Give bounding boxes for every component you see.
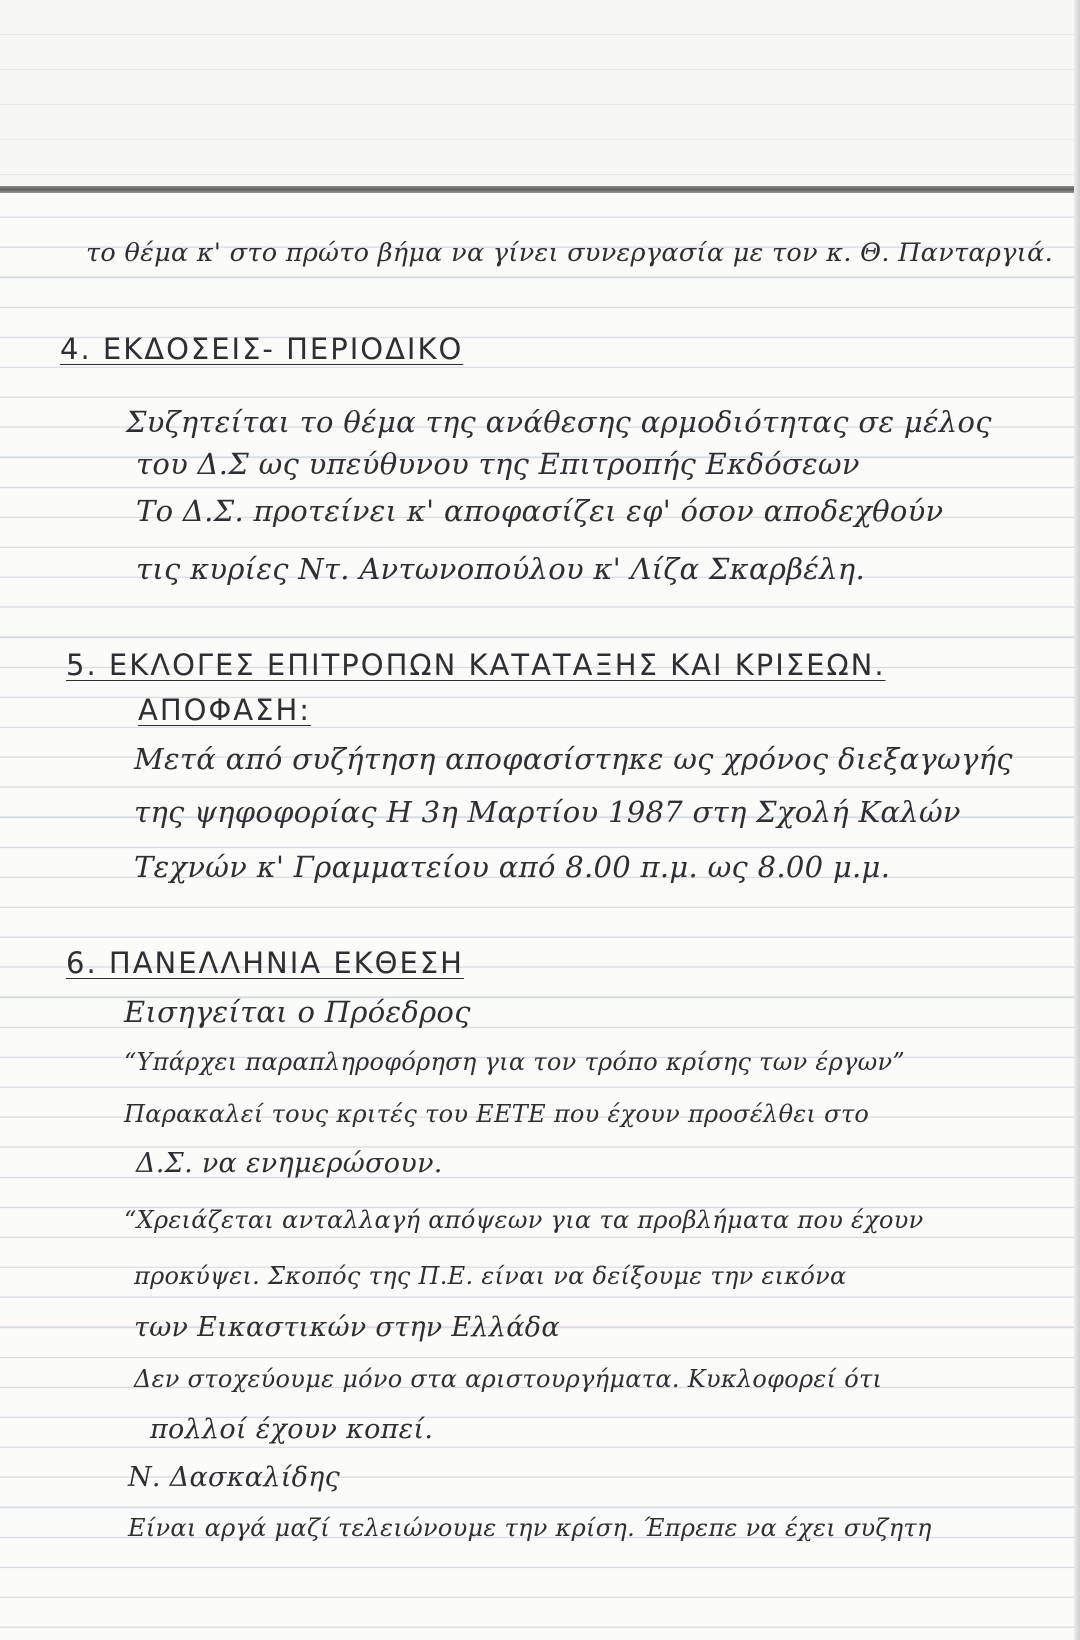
section-heading-exhibition: 6. ΠΑΝΕΛΛΗΝΙΑ ΕΚΘΕΣΗ <box>66 946 464 980</box>
handwritten-line: “Υπάρχει παραπληροφόρηση για τον τρόπο κρίσης των έργων” <box>124 1048 905 1076</box>
handwritten-line: Εισηγείται ο Πρόεδρος <box>124 995 471 1029</box>
decision-heading: ΑΠΟΦΑΣΗ: <box>138 693 312 727</box>
handwritten-line: της ψηφοφορίας Η 3η Μαρτίου 1987 στη Σχολή Καλών <box>134 795 961 829</box>
handwritten-line: Παρακαλεί τους κριτές του ΕΕΤΕ που έχουν προσέλθει στο <box>124 1100 870 1128</box>
handwritten-line: το θέμα κ' στο πρώτο βήμα να γίνει συνεργασία με τον κ. Θ. Πανταργιά. <box>86 238 1053 268</box>
handwritten-line: Δεν στοχεύουμε μόνο στα αριστουργήματα. Κυκλοφορεί ότι <box>134 1365 883 1393</box>
handwritten-line: Τεχνών κ' Γραμματείου από 8.00 π.μ. ως 8.00 μ.μ. <box>134 850 891 884</box>
section-heading-elections: 5. ΕΚΛΟΓΕΣ ΕΠΙΤΡΟΠΩΝ ΚΑΤΑΤΑΞΗΣ ΚΑΙ ΚΡΙΣΕΩΝ. <box>66 648 886 682</box>
section-heading-publications: 4. ΕΚΔΟΣΕΙΣ- ΠΕΡΙΟΔΙΚΟ <box>60 332 464 366</box>
handwritten-line: των Εικαστικών στην Ελλάδα <box>134 1312 560 1343</box>
handwritten-line: Μετά από συζήτηση αποφασίστηκε ως χρόνος διεξαγωγής <box>134 742 1013 776</box>
previous-page-area <box>0 0 1080 186</box>
handwritten-line: πολλοί έχουν κοπεί. <box>150 1414 434 1445</box>
speaker-name: Ν. Δασκαλίδης <box>128 1462 341 1493</box>
handwritten-line: τις κυρίες Ντ. Αντωνοπούλου κ' Λίζα Σκαρβέλη. <box>136 552 865 586</box>
handwritten-line: Συζητείται το θέμα της ανάθεσης αρμοδιότητας σε μέλος <box>126 405 992 439</box>
page-edge <box>1074 0 1080 1640</box>
handwritten-line: Δ.Σ. να ενημερώσουν. <box>136 1148 443 1179</box>
handwritten-line: του Δ.Σ ως υπεύθυνου της Επιτροπής Εκδόσεων <box>136 447 860 481</box>
handwritten-line: Είναι αργά μαζί τελειώνουμε την κρίση. Έπρεπε να έχει συζητη <box>128 1514 932 1542</box>
page-divider <box>0 186 1080 193</box>
handwritten-line: Το Δ.Σ. προτείνει κ' αποφασίζει εφ' όσον αποδεχθούν <box>136 494 944 528</box>
handwritten-line: “Χρειάζεται ανταλλαγή απόψεων για τα προβλήματα που έχουν <box>124 1206 924 1234</box>
handwritten-line: προκύψει. Σκοπός της Π.Ε. είναι να δείξουμε την εικόνα <box>134 1262 847 1290</box>
